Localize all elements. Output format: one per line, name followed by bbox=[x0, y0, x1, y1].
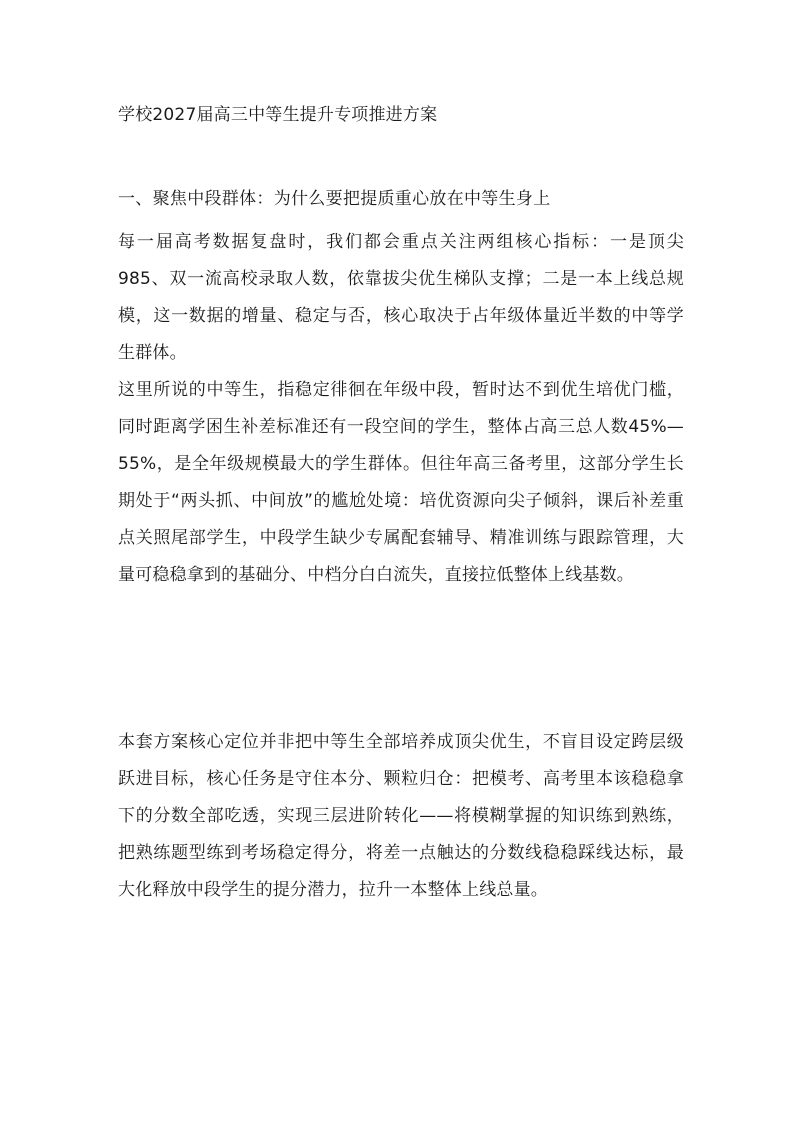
paragraph-3: 本套方案核心定位并非把中等生全部培养成顶尖优生，不盲目设定跨层级跃进目标，核心任务是守住本分、颗粒归仓：把模考、高考里本该稳稳拿下的分数全部吃透，实现三层进阶转化——将模糊掌握的知识练到熟练，把熟练题型练到考场稳定得分，将差一点触达的分数线稳稳踩线达标，最大化释放中段学生的提分潜力，拉升一本整体上线总量。 bbox=[118, 732, 684, 900]
document-title: 学校2027届高三中等生提升专项推进方案 bbox=[118, 105, 438, 125]
paragraph-1: 每一届高考数据复盘时，我们都会重点关注两组核心指标：一是顶尖985、双一流高校录取人数，依靠拔尖优生梯队支撑；二是一本上线总规模，这一数据的增量、稳定与否，核心取决于占年级体量近半数的中等学生群体。 bbox=[118, 232, 684, 363]
paragraph-2: 这里所说的中等生，指稳定徘徊在年级中段，暂时达不到优生培优门槛，同时距离学困生补差标准还有一段空间的学生，整体占高三总人数45%—55%，是全年级规模最大的学生群体。但往年高三备考里，这部分学生长期处于“两头抓、中间放”的尴尬处境：培优资源向尖子倾斜，课后补差重点关照尾部学生，中段学生缺少专属配套辅导、精准训练与跟踪管理，大量可稳稳拿到的基础分、中档分白白流失，直接拉低整体上线基数。 bbox=[118, 380, 684, 585]
section-heading: 一、聚焦中段群体：为什么要把提质重心放在中等生身上 bbox=[118, 189, 551, 209]
